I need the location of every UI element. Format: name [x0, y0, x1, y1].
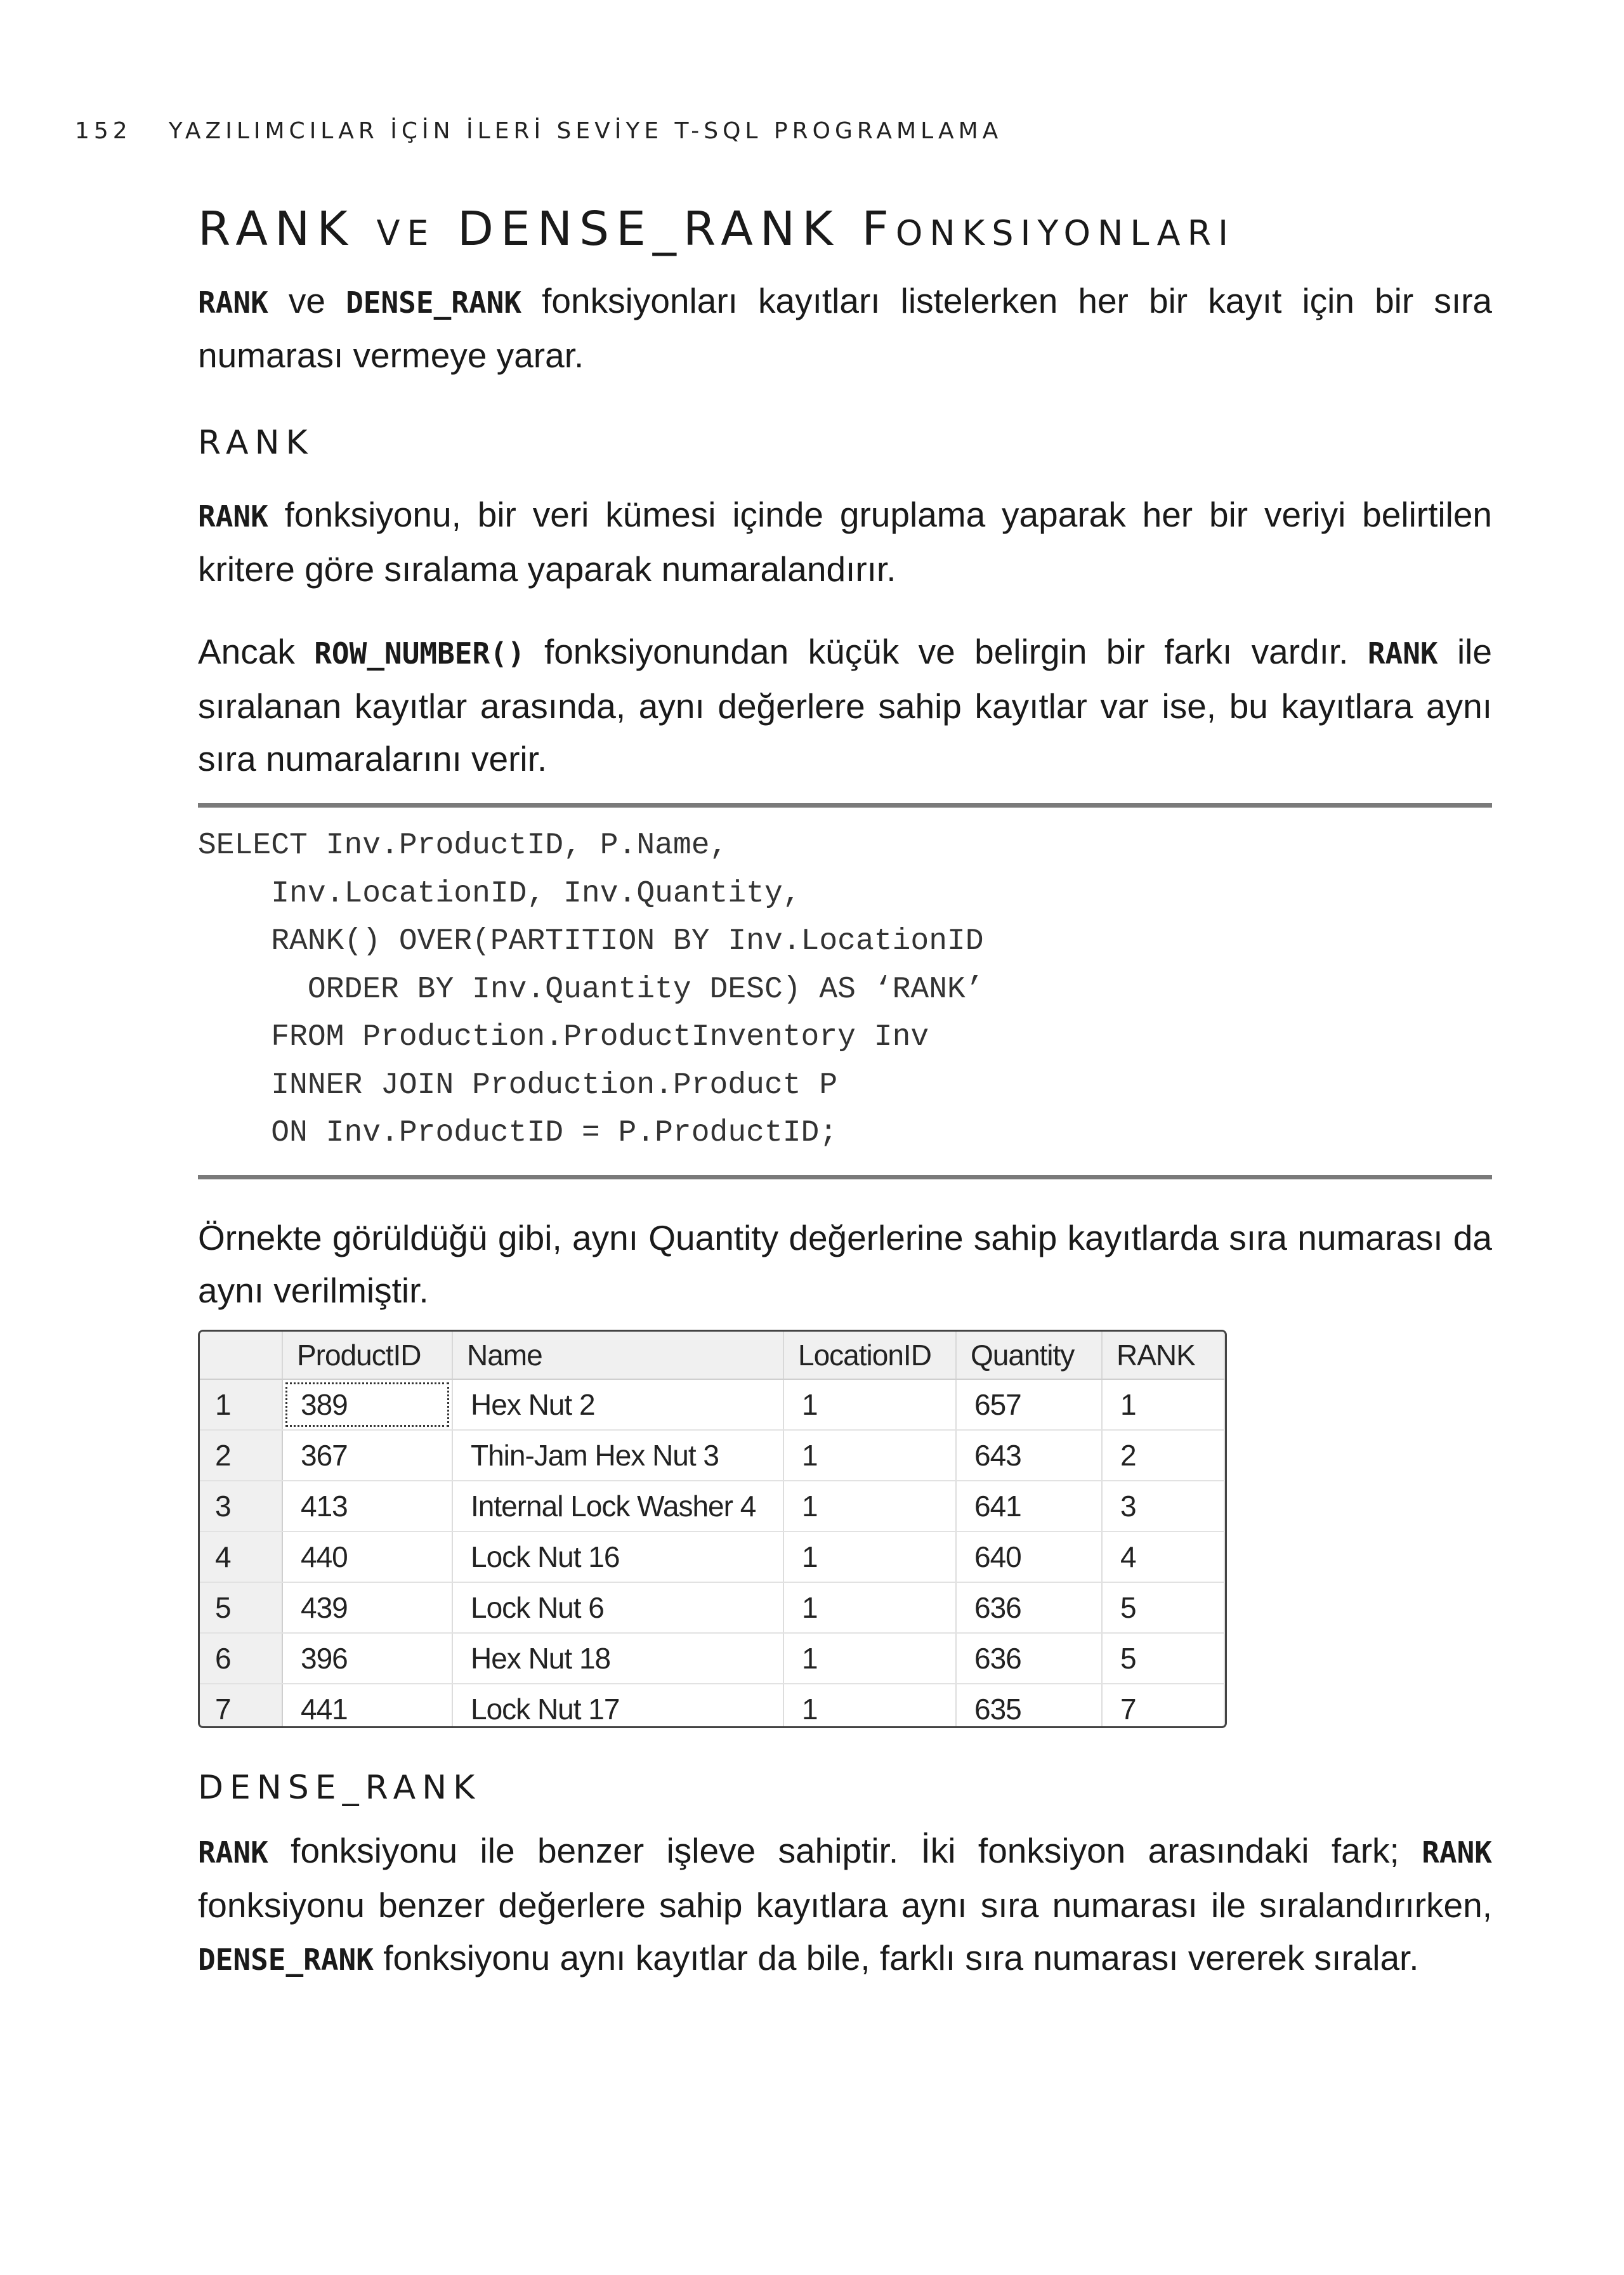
section-heading-dense-rank: DENSE_RANK — [198, 1769, 481, 1807]
table-cell[interactable]: 2 — [1102, 1430, 1224, 1481]
code-bottom-rule — [198, 1175, 1492, 1179]
table-cell[interactable]: 1 — [783, 1633, 956, 1684]
table-cell[interactable]: 5 — [1102, 1582, 1224, 1633]
table-cell[interactable]: 636 — [956, 1633, 1102, 1684]
column-header[interactable]: ProductID — [282, 1332, 452, 1379]
table-cell[interactable]: Thin-Jam Hex Nut 3 — [452, 1430, 783, 1481]
row-number-cell[interactable]: 1 — [200, 1379, 282, 1430]
inline-code: ROW_NUMBER() — [314, 636, 525, 671]
text: fonksiyonları kayıtları listelerken her bir kayıt için bir sıra numarası vermeye yarar. — [198, 281, 1493, 375]
section-heading-rank: RANK — [198, 424, 314, 462]
table-cell[interactable]: Internal Lock Washer 4 — [452, 1481, 783, 1531]
text: fonksiyonundan küçük ve belirgin bir farkı vardır. — [525, 632, 1368, 671]
inline-code: RANK — [198, 285, 268, 320]
rank-paragraph-1 — [198, 488, 1492, 596]
table-cell[interactable]: 1 — [1102, 1379, 1224, 1430]
table-cell[interactable]: 396 — [282, 1633, 452, 1684]
inline-code: DENSE_RANK — [198, 1943, 374, 1977]
chapter-title-dense-rank: DENSE_RANK — [457, 202, 840, 256]
rank-paragraph-2 — [198, 626, 1492, 785]
table-cell[interactable]: 657 — [956, 1379, 1102, 1430]
inline-code: RANK — [198, 1835, 268, 1870]
text: ile sıralanan kayıtlar arasında, aynı değerlere sahip kayıtlar var ise, bu kayıtlara aynı sıra numaralarını verir. — [198, 632, 1492, 778]
table-cell[interactable]: 367 — [282, 1430, 452, 1481]
text: ve — [268, 281, 346, 320]
chapter-title-f: F — [861, 202, 896, 256]
row-number-cell[interactable]: 7 — [200, 1684, 282, 1728]
table-cell[interactable]: 441 — [282, 1684, 452, 1728]
table-cell[interactable]: 5 — [1102, 1633, 1224, 1684]
code-top-rule — [198, 803, 1492, 808]
table-cell[interactable]: 1 — [783, 1481, 956, 1531]
book-title: YAZILIMCILAR İÇİN İLERİ SEVİYE T-SQL PROGRAMLAMA — [168, 118, 1003, 144]
table-cell[interactable]: 7 — [1102, 1684, 1224, 1728]
page-number: 152 — [75, 118, 132, 144]
intro-paragraph — [198, 275, 1492, 382]
results-grid — [198, 1330, 1227, 1728]
table-cell[interactable]: 1 — [783, 1582, 956, 1633]
table-cell[interactable]: 439 — [282, 1582, 452, 1633]
row-number-cell[interactable]: 4 — [200, 1531, 282, 1582]
column-header[interactable]: Quantity — [956, 1332, 1102, 1379]
inline-code: RANK — [198, 499, 268, 534]
column-header[interactable]: Name — [452, 1332, 783, 1379]
table-cell[interactable]: 636 — [956, 1582, 1102, 1633]
table-row[interactable] — [200, 1430, 1224, 1481]
sql-code-block: SELECT Inv.ProductID, P.Name, Inv.LocationID, Inv.Quantity, RANK() OVER(PARTITION BY Inv.LocationID ORDER BY Inv.Quantity DESC) AS ‘RANK’ FROM Production.ProductInventory Inv INNER JOIN Production.Product P ON Inv.ProductID = P.ProductID; — [198, 829, 984, 1150]
table-cell[interactable]: 640 — [956, 1531, 1102, 1582]
text: fonksiyonu ile benzer işleve sahiptir. İki fonksiyon arasındaki fark; — [268, 1831, 1422, 1870]
table-row[interactable] — [200, 1684, 1224, 1728]
inline-code: DENSE_RANK — [346, 285, 522, 320]
table-cell[interactable]: Hex Nut 18 — [452, 1633, 783, 1684]
header-row — [200, 1332, 1224, 1379]
inline-code: RANK — [1422, 1835, 1492, 1870]
table-cell[interactable]: 1 — [783, 1684, 956, 1728]
table-cell[interactable]: Lock Nut 6 — [452, 1582, 783, 1633]
corner-cell — [200, 1332, 282, 1379]
chapter-title-rest: ONKSIYONLARI — [895, 213, 1236, 253]
column-header[interactable]: LocationID — [783, 1332, 956, 1379]
table-cell[interactable]: 389 — [282, 1379, 452, 1430]
table-cell[interactable]: 1 — [783, 1430, 956, 1481]
column-header[interactable]: RANK — [1102, 1332, 1224, 1379]
chapter-title-rank: RANK — [198, 202, 355, 256]
text: fonksiyonu benzer değerlere sahip kayıtlara aynı sıra numarası ile sıralandırırken, — [198, 1885, 1492, 1925]
table-row[interactable] — [200, 1582, 1224, 1633]
text: fonksiyonu aynı kayıtlar da bile, farklı sıra numarası vererek sıralar. — [373, 1938, 1419, 1977]
inline-code: RANK — [1367, 636, 1438, 671]
table-cell[interactable]: Lock Nut 17 — [452, 1684, 783, 1728]
table-cell[interactable]: 413 — [282, 1481, 452, 1531]
table-cell[interactable]: Hex Nut 2 — [452, 1379, 783, 1430]
table-cell[interactable]: 4 — [1102, 1531, 1224, 1582]
table-cell[interactable]: 643 — [956, 1430, 1102, 1481]
row-number-cell[interactable]: 3 — [200, 1481, 282, 1531]
results-table — [200, 1332, 1225, 1728]
text: fonksiyonu, bir veri kümesi içinde gruplama yaparak her bir veriyi belirtilen kritere göre sıralama yaparak numaralandırır. — [198, 495, 1492, 589]
table-row[interactable] — [200, 1379, 1224, 1430]
chapter-title-ve: VE — [376, 213, 436, 253]
table-cell[interactable]: 1 — [783, 1379, 956, 1430]
running-head — [75, 118, 1002, 144]
row-number-cell[interactable]: 2 — [200, 1430, 282, 1481]
grid-body — [200, 1379, 1224, 1728]
row-number-cell[interactable]: 6 — [200, 1633, 282, 1684]
table-row[interactable] — [200, 1633, 1224, 1684]
example-paragraph: Örnekte görüldüğü gibi, aynı Quantity değerlerine sahip kayıtlarda sıra numarası da aynı verilmiştir. — [198, 1218, 1492, 1310]
table-cell[interactable]: 440 — [282, 1531, 452, 1582]
table-cell[interactable]: 1 — [783, 1531, 956, 1582]
table-cell[interactable]: 635 — [956, 1684, 1102, 1728]
table-cell[interactable]: 641 — [956, 1481, 1102, 1531]
text: Ancak — [198, 632, 315, 671]
table-row[interactable] — [200, 1481, 1224, 1531]
table-cell[interactable]: Lock Nut 16 — [452, 1531, 783, 1582]
chapter-title — [198, 202, 1235, 256]
table-row[interactable] — [200, 1531, 1224, 1582]
table-cell[interactable]: 3 — [1102, 1481, 1224, 1531]
dense-rank-paragraph — [198, 1825, 1492, 1986]
row-number-cell[interactable]: 5 — [200, 1582, 282, 1633]
